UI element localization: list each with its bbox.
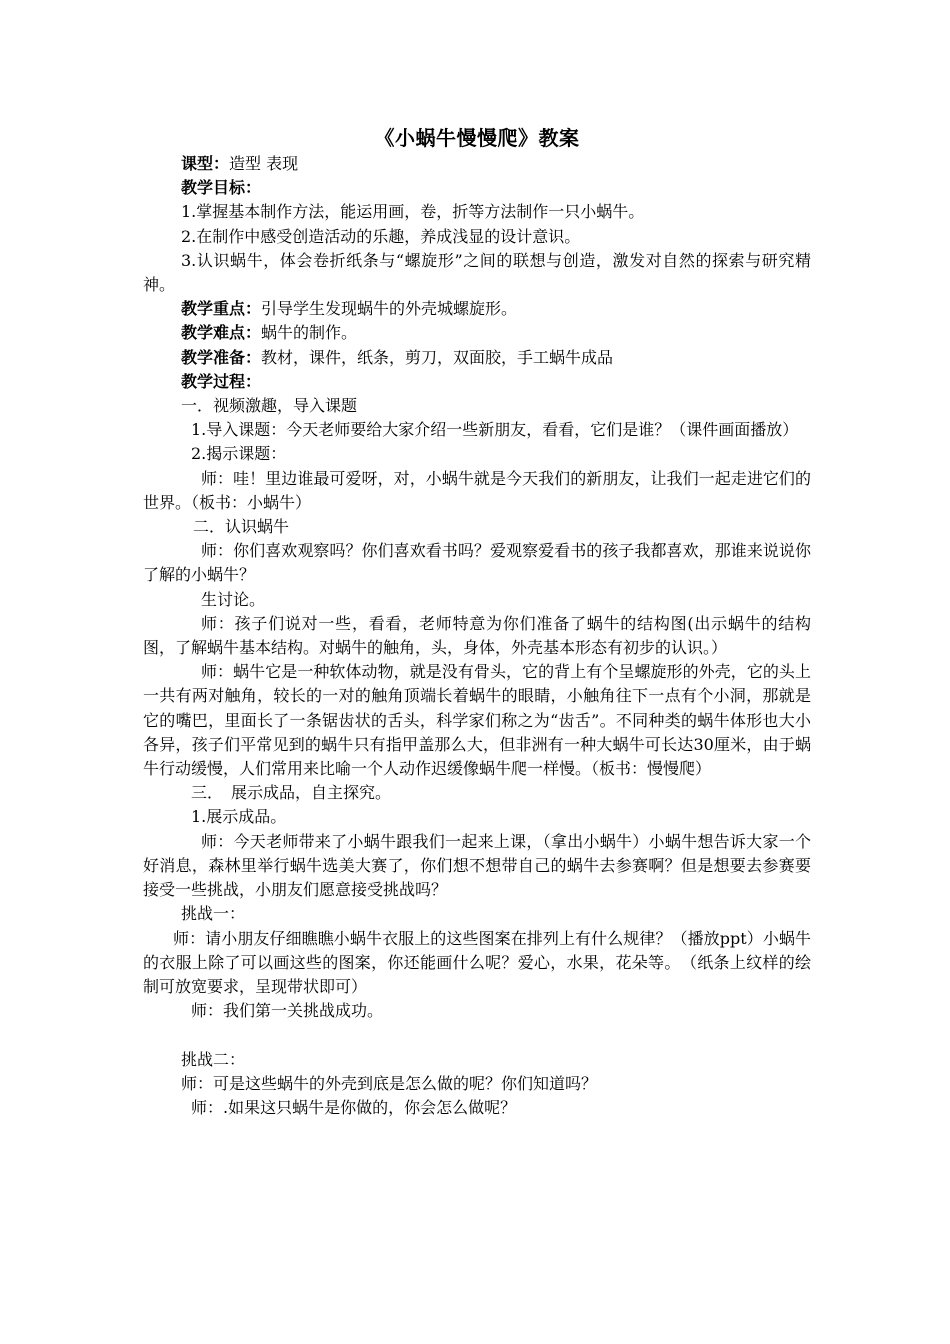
preparation-value: 教材，课件，纸条，剪刀，双面胶，手工蜗牛成品 [261,347,614,367]
section-1-paragraph-3: 师：哇！里边谁最可爱呀，对，小蜗牛就是今天我们的新朋友，让我们一起走进它们的世界。（板书：小蜗牛） [143,468,811,512]
key-point-value: 引导学生发现蜗牛的外壳城螺旋形。 [261,299,518,319]
section-1-paragraph-1: 1.导入课题：今天老师要给大家介绍一些新朋友，看看，它们是谁？（课件画面播放） [191,420,799,440]
goal-item-2: 2.在制作中感受创造活动的乐趣，养成浅显的设计意识。 [181,226,581,246]
preparation-line [143,346,811,370]
section-2-paragraph-4: 师：蜗牛它是一种软体动物，就是没有骨头，它的背上有个呈螺旋形的外壳，它的头上一共有两对触角，较长的一对的触角顶端长着蜗牛的眼睛，小触角往下一点有个小洞，那就是它的嘴巴，里面长了一条锯齿状的舌头，科学家们称之为“齿舌”。不同种类的蜗牛体形也大小各异，孩子们平常见到的蜗牛只有指甲盖那么大，但非洲有一种大蜗牛可长达30厘米，由于蜗牛行动缓慢，人们常用来比喻一个人动作迟缓像蜗牛爬一样慢。（板书：慢慢爬） [143,662,811,779]
challenge-2-paragraph-2: 师：.如果这只蜗牛是你做的，你会怎么做呢？ [191,1097,517,1117]
section-2-paragraph-2: 生讨论。 [201,589,266,609]
section-1-heading: 一．视频激趣，导入课题 [181,396,358,416]
course-type-value: 造型 表现 [229,154,299,173]
section-1-paragraph-2: 2.揭示课题： [191,444,287,464]
difficulty-line [143,321,811,345]
blank-line [143,1023,811,1047]
section-2-paragraph-1: 师：你们喜欢观察吗？你们喜欢看书吗？爱观察爱看书的孩子我都喜欢，那谁来说说你了解的小蜗牛？ [143,541,811,585]
challenge-2-paragraph-1: 师：可是这些蜗牛的外壳到底是怎么做的呢？你们知道吗？ [181,1073,598,1093]
difficulty-label: 教学难点： [181,323,262,343]
process-heading: 教学过程： [181,371,262,391]
key-point-label: 教学重点： [181,299,262,319]
challenge-1-heading: 挑战一： [181,904,246,924]
section-2-paragraph-3: 师：孩子们说对一些，看看，老师特意为你们准备了蜗牛的结构图(出示蜗牛的结构图，了解蜗牛基本结构。对蜗牛的触角，头，身体，外壳基本形态有初步的认识。） [143,613,811,658]
document-body [143,126,811,1120]
challenge-1-paragraph-1: 师：请小朋友仔细瞧瞧小蜗牛衣服上的这些图案在排列上有什么规律？（播放ppt）小蜗牛的衣服上除了可以画这些的图案，你还能画什么呢？爱心，水果，花朵等。 （纸条上纹样的绘制可放宽要求，呈现带状即可） [143,928,811,996]
section-3-paragraph-1: 1.展示成品。 [191,807,287,827]
course-type-label: 课型： [181,154,230,173]
key-point-line [143,297,811,321]
section-2-heading: 二．认识蜗牛 [193,517,290,537]
document-title: 《小蜗牛慢慢爬》教案 [374,126,580,150]
preparation-label: 教学准备： [181,347,262,367]
goal-item-1: 1.掌握基本制作方法，能运用画，卷，折等方法制作一只小蜗牛。 [181,202,645,222]
goal-item-3: 3.认识蜗牛，体会卷折纸条与“螺旋形”之间的联想与创造，激发对自然的探索与研究精神。 [143,250,811,295]
challenge-1-paragraph-2: 师：我们第一关挑战成功。 [191,1001,384,1021]
section-3-heading: 三． 展示成品，自主探究。 [191,783,392,803]
goals-heading: 教学目标： [181,178,262,198]
difficulty-value: 蜗牛的制作。 [261,323,358,343]
section-3-paragraph-2: 师：今天老师带来了小蜗牛跟我们一起来上课，（拿出小蜗牛）小蜗牛想告诉大家一个好消息，森林里举行蜗牛选美大赛了，你们想不想带自己的蜗牛去参赛啊？但是想要去参赛要接受一些挑战，小朋友们愿意接受挑战吗？ [143,831,811,900]
challenge-2-heading: 挑战二： [181,1049,246,1069]
course-type-line [143,152,811,176]
